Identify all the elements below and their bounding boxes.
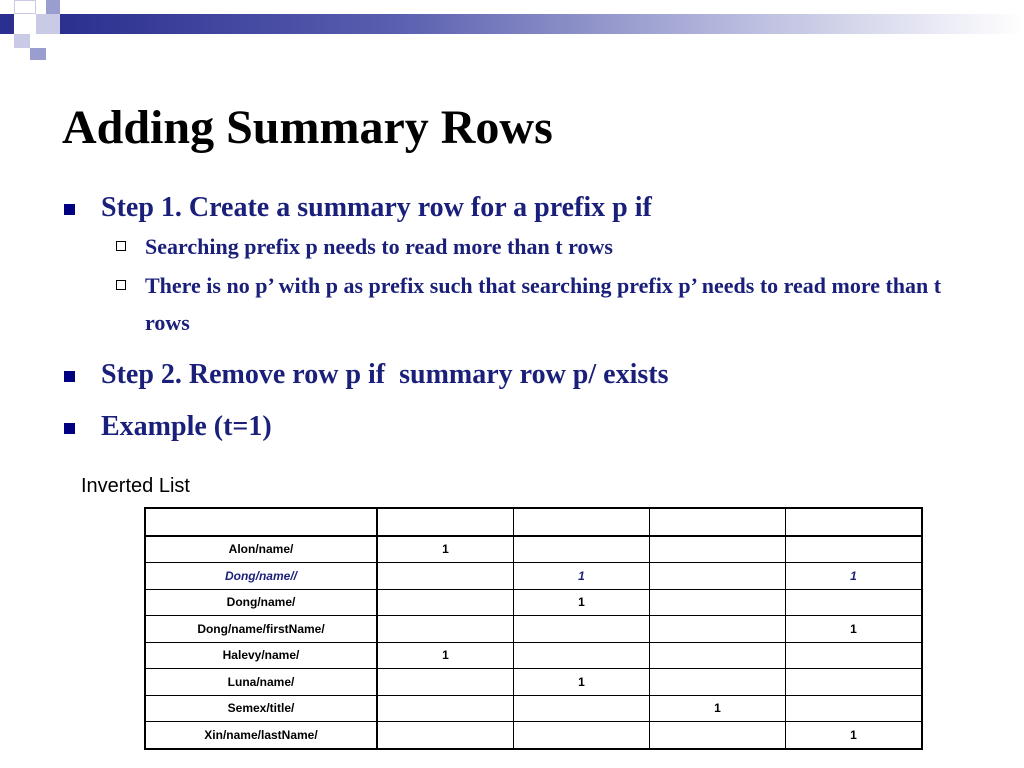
row-label-cell: Alon/name/ — [145, 536, 377, 563]
table-row — [145, 642, 922, 669]
table-cell — [514, 722, 650, 749]
table-cell — [650, 642, 786, 669]
row-label-cell: Semex/title/ — [145, 695, 377, 722]
table-header-cell — [377, 508, 514, 536]
hollow-square-bullet-icon — [116, 280, 126, 290]
table-cell — [650, 669, 786, 696]
header-square — [0, 14, 14, 34]
sub-bullet-item — [64, 267, 984, 341]
table-header-cell — [650, 508, 786, 536]
header-square — [30, 48, 46, 60]
table-cell — [650, 722, 786, 749]
table-row — [145, 536, 922, 563]
slide-title: Adding Summary Rows — [62, 101, 553, 154]
table-row — [145, 695, 922, 722]
table-row — [145, 616, 922, 643]
table-cell — [650, 616, 786, 643]
header-gradient-bar — [60, 14, 1024, 34]
table-caption: Inverted List — [81, 475, 190, 497]
table-cell — [377, 695, 514, 722]
table-row — [145, 669, 922, 696]
header-square — [36, 14, 60, 34]
table-cell: 1 — [514, 669, 650, 696]
bullet-list — [64, 188, 984, 447]
sub-bullet-item — [64, 228, 984, 265]
bullet-text: Step 2. Remove row p if summary row p/ exists — [101, 359, 669, 390]
row-label-cell: Dong/name// — [145, 563, 377, 590]
header-square — [14, 34, 30, 48]
table-header-cell — [514, 508, 650, 536]
square-bullet-icon — [64, 423, 75, 434]
square-bullet-icon — [64, 204, 75, 215]
inverted-list-table — [144, 507, 923, 750]
bullet-item — [64, 188, 984, 228]
row-label-cell: Dong/name/firstName/ — [145, 616, 377, 643]
table-cell — [514, 695, 650, 722]
sub-bullet-text: There is no p’ with p as prefix such that searching prefix p’ needs to read more than t rows — [145, 273, 942, 335]
table-cell — [786, 642, 923, 669]
table-cell — [514, 642, 650, 669]
table-cell — [650, 563, 786, 590]
table-cell — [377, 616, 514, 643]
table-cell: 1 — [514, 563, 650, 590]
bullet-item — [64, 355, 984, 395]
table-cell — [786, 536, 923, 563]
table-header-cell — [786, 508, 923, 536]
table-cell: 1 — [786, 722, 923, 749]
table-row — [145, 589, 922, 616]
summary-table-row — [145, 563, 922, 590]
row-label-cell: Halevy/name/ — [145, 642, 377, 669]
row-label-cell: Luna/name/ — [145, 669, 377, 696]
row-label-cell: Xin/name/lastName/ — [145, 722, 377, 749]
table-row — [145, 722, 922, 749]
bullet-text: Example (t=1) — [101, 411, 272, 442]
table-cell — [377, 589, 514, 616]
bullet-item — [64, 407, 984, 447]
table-cell — [377, 669, 514, 696]
square-bullet-icon — [64, 371, 75, 382]
table-header-row — [145, 508, 922, 536]
bullet-text: Step 1. Create a summary row for a prefix p if — [101, 192, 652, 223]
table-cell — [786, 695, 923, 722]
table-cell — [377, 722, 514, 749]
table-cell — [514, 616, 650, 643]
table-cell — [377, 563, 514, 590]
hollow-square-bullet-icon — [116, 241, 126, 251]
table-cell: 1 — [786, 563, 923, 590]
sub-bullet-text: Searching prefix p needs to read more than t rows — [145, 234, 613, 259]
table-cell — [514, 536, 650, 563]
table-cell: 1 — [786, 616, 923, 643]
table-cell: 1 — [514, 589, 650, 616]
row-label-cell: Dong/name/ — [145, 589, 377, 616]
table-cell — [650, 589, 786, 616]
table-cell — [786, 669, 923, 696]
header-square — [14, 0, 36, 14]
table-cell — [650, 536, 786, 563]
header-square — [0, 34, 14, 48]
table-cell — [786, 589, 923, 616]
header-square — [46, 0, 60, 14]
table-header-cell — [145, 508, 377, 536]
table-cell: 1 — [650, 695, 786, 722]
table-cell: 1 — [377, 536, 514, 563]
table-cell: 1 — [377, 642, 514, 669]
